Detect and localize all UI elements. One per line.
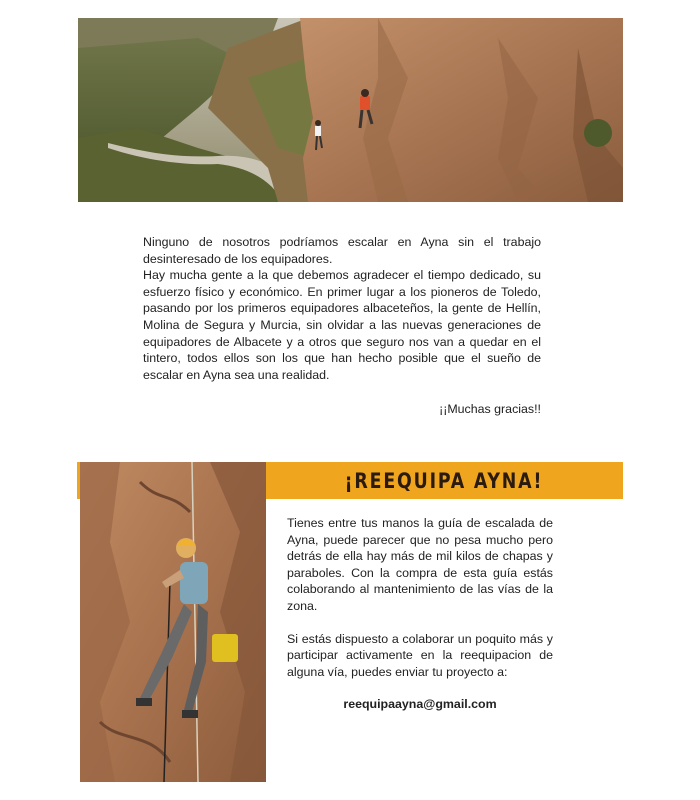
contact-email[interactable]: reequipaayna@gmail.com <box>343 697 497 712</box>
reequipa-banner <box>265 462 623 499</box>
canyon-climbing-photo <box>78 18 623 202</box>
reequipa-paragraph-2: Si estás dispuesto a colaborar un poquito más y participar activamente en la reequipacion de alguna vía, puedes enviar tu proyecto a: <box>287 631 553 679</box>
acknowledgements-section <box>143 234 541 418</box>
reequipa-paragraph-1: Tienes entre tus manos la guía de escalada de Ayna, puede parecer que no pesa mucho pero detrás de ella hay más de mil kilos de chapas y paraboles. Con la compra de esta guía estás colaborando al mantenimiento de las vías de la zona. <box>287 516 553 613</box>
acknowledgements-signoff: ¡¡Muchas gracias!! <box>439 402 541 417</box>
reequipa-section <box>287 515 553 729</box>
acknowledgements-paragraph-1: Ninguno de nosotros podríamos escalar en Ayna sin el trabajo desinteresado de los equipadores. <box>143 235 541 266</box>
reequipa-title: ¡REEQUIPA AYNA! <box>344 468 544 493</box>
acknowledgements-paragraph-2: Hay mucha gente a la que debemos agradecer el tiempo dedicado, su esfuerzo físico y económico. En primer lugar a los pioneros de Toledo, pasando por los primeros equipadores albaceteños, la gente de Hellín, Molina de Segura y Murcia, sin olvidar a las nuevas generaciones de equipadores de Albacete y a otros que seguro nos van a quedar en el tintero, todos ellos son los que han hecho posible que el sueño de escalar en Ayna sea una realidad. <box>143 268 541 382</box>
bolter-photo <box>80 462 266 782</box>
